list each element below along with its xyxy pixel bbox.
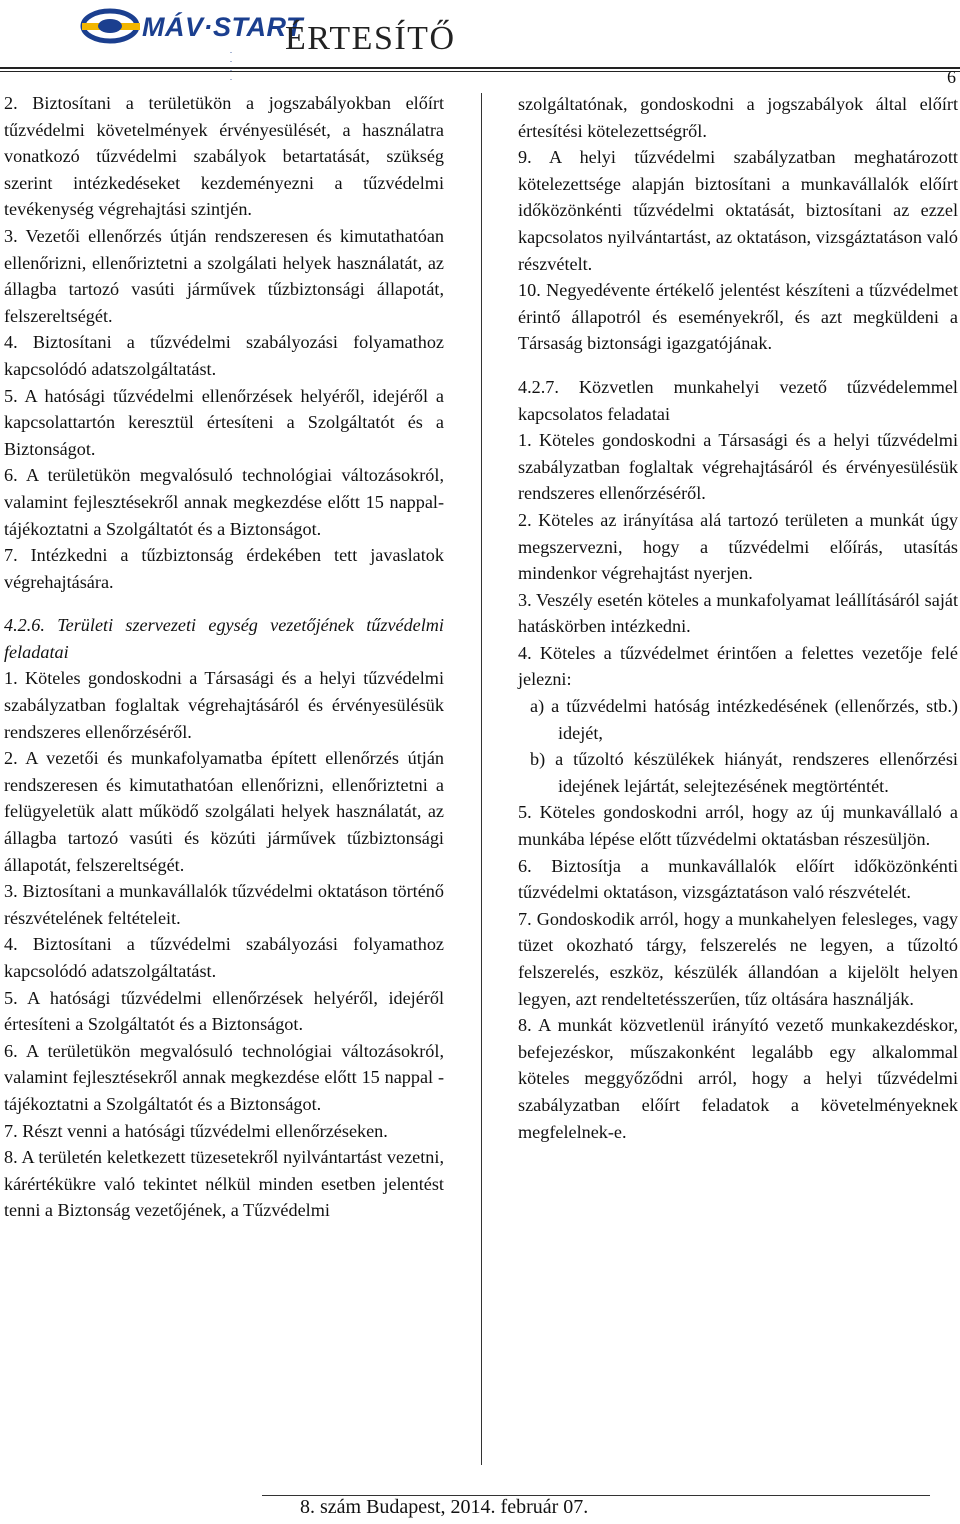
paragraph: 4. Biztosítani a tűzvédelmi szabályozási folyamathoz kapcsolódó adatszolgáltatást. bbox=[4, 332, 444, 379]
header-divider bbox=[0, 67, 960, 69]
paragraph: 9. A helyi tűzvédelmi szabályzatban meghatározott kötelezettsége alapján biztosítani a munkavállalók előírt időközönkénti tűzvédelmi oktatását, biztosítani az ezzel kapcsolatos nyilvántartást, az oktatáson, vizsgáztatáson való részvételt. bbox=[518, 147, 958, 274]
paragraph: 6. Biztosítja a munkavállalók előírt időközönkénti tűzvédelmi oktatáson, vizsgáztatáson való részvételét. bbox=[518, 855, 958, 903]
paragraph: 3. Vezetői ellenőrzés útján rendszeresen és kimutathatóan ellenőrizni, ellenőriztetni a szolgálati helyek használatát, az állagba tartozó vasúti járművek tűzbiztonsági állapotát, felszereltségét. bbox=[4, 225, 444, 326]
paragraph: 6. A területükön megvalósuló technológiai változásokról, valamint fejlesztésekről annak megkezdése előtt 15 nappal- tájékoztatni a Szolgáltatót és a Biztonságot. bbox=[4, 465, 444, 539]
paragraph: 5. A hatósági tűzvédelmi ellenőrzések helyéről, idejéről értesíteni a Szolgáltatót és a Biztonságot. bbox=[4, 987, 444, 1035]
paragraph: 1. Köteles gondoskodni a Társasági és a helyi tűzvédelmi szabályzatban foglaltak végrehajtásáról és érvényesülésük rendszeres ellenőrzéséről. bbox=[518, 430, 958, 504]
paragraph: 8. A területén keletkezett tüzesetekről nyilvántartást vezetni, kárértékükre való tekintet nélkül minden esetben jelentést tenni a Biztonság vezetőjének, a Tűzvédelmi bbox=[4, 1147, 444, 1221]
column-divider bbox=[481, 93, 482, 1465]
paragraph: szolgáltatónak, gondoskodni a jogszabályok által előírt értesítési kötelezettségről. bbox=[518, 94, 958, 141]
paragraph: 4. Köteles a tűzvédelmet érintően a felettes vezetője felé jelezni: bbox=[518, 642, 958, 690]
paragraph: 3. Biztosítani a munkavállalók tűzvédelmi oktatáson történő részvételének feltételeit. bbox=[4, 881, 444, 928]
paragraph: 7. Intézkedni a tűzbiztonság érdekében tett javaslatok végrehajtására. bbox=[4, 545, 444, 592]
paragraph: 2. Biztosítani a területükön a jogszabályokban előírt tűzvédelmi követelmények érvényesülését, a használatra vonatkozó tűzvédelmi szabályok betartatását, szükség szerint intézkedéseket kezdeményezni a tűzvédelmi tevékenység végrehajtási szintjén. bbox=[4, 93, 444, 220]
paragraph: 8. A munkát közvetlenül irányító vezető munkakezdéskor, befejezéskor, műszakonként legalább egy alkalommal köteles meggyőződni arról, hogy a helyi tűzvédelmi szabályzatban előírt feladatok a követelményeknek megfelelnek-e. bbox=[518, 1015, 958, 1142]
right-column bbox=[518, 91, 958, 1145]
sub-item: b) a tűzoltó készülékek hiányát, rendszeres ellenőrzési idejének lejártát, selejtezésének megtörténtét. bbox=[530, 749, 958, 796]
paragraph: 7. Részt venni a hatósági tűzvédelmi ellenőrzéseken. bbox=[4, 1120, 388, 1141]
section-heading: 4.2.7. Közvetlen munkahelyi vezető tűzvédelemmel kapcsolatos feladatai bbox=[518, 376, 958, 424]
paragraph: 5. A hatósági tűzvédelmi ellenőrzések helyéről, idejéről a kapcsolattartón keresztül értesíteni a Szolgáltatót és a Biztonságot. bbox=[4, 385, 444, 459]
paragraph: 1. Köteles gondoskodni a Társasági és a helyi tűzvédelmi szabályzatban foglaltak végrehajtásáról és érvényesülésük rendszeres ellenőrzéséről. bbox=[4, 668, 444, 742]
mav-start-logo bbox=[80, 4, 303, 82]
left-column bbox=[4, 90, 444, 1224]
page-footer: 8. szám Budapest, 2014. február 07. bbox=[300, 1496, 589, 1518]
paragraph: 3. Veszély esetén köteles a munkafolyamat leállításáról saját hatáskörben intézkedni. bbox=[518, 589, 958, 637]
paragraph: 5. Köteles gondoskodni arról, hogy az új munkavállaló a munkába lépése előtt tűzvédelmi oktatásban részesüljön. bbox=[518, 802, 958, 850]
paragraph: 2. Köteles az irányítása alá tartozó területen a munkát úgy megszervezni, hogy a tűzvédelmi előírás, utasítás mindenkor végrehajtást nyerjen. bbox=[518, 509, 958, 584]
sub-item: a) a tűzvédelmi hatóság intézkedésének (ellenőrzés, stb.) idejét, bbox=[530, 696, 958, 743]
page-header bbox=[0, 0, 960, 82]
wheel-emblem-icon bbox=[80, 6, 142, 50]
paragraph: 10. Negyedévente értékelő jelentést készíteni a tűzvédelmet érintő állapotról és eseményekről, és azt megküldeni a Társaság biztonsági igazgatójának. bbox=[518, 280, 958, 354]
logo-dots: . . . . bbox=[230, 46, 244, 82]
paragraph: 6. A területükön megvalósuló technológiai változásokról, valamint fejlesztésekről annak megkezdése előtt 15 nappal - tájékoztatni a Szolgáltatót és a Biztonságot. bbox=[4, 1040, 444, 1114]
paragraph: 7. Gondoskodik arról, hogy a munkahelyen felesleges, vagy tüzet okozható tárgy, felszerelés ne legyen, a tűzoltó felszerelés, eszköz, készülék állandóan a kijelölt helyen legyen, azt rendeltetésszerűen, tűz oltására használják. bbox=[518, 908, 958, 1009]
header-divider-thin bbox=[0, 71, 960, 72]
page-number: 6 bbox=[947, 67, 956, 87]
section-heading: 4.2.6. Területi szervezeti egység vezetőjének tűzvédelmi feladatai bbox=[4, 615, 444, 662]
page-title: ÉRTESÍTŐ bbox=[285, 20, 456, 57]
paragraph: 4. Biztosítani a tűzvédelmi szabályozási folyamathoz kapcsolódó adatszolgáltatást. bbox=[4, 934, 444, 981]
paragraph: 2. A vezetői és munkafolyamatba épített ellenőrzés útján rendszeresen és kimutathatóan ellenőrizni, ellenőriztetni a felügyeletük alatt működő szolgálati helyek használatát, az állagba tartozó vasúti és közúti járművek tűzbiztonsági állapotát, felszereltségét. bbox=[4, 748, 444, 875]
logo-text: MÁV·START bbox=[142, 12, 303, 42]
